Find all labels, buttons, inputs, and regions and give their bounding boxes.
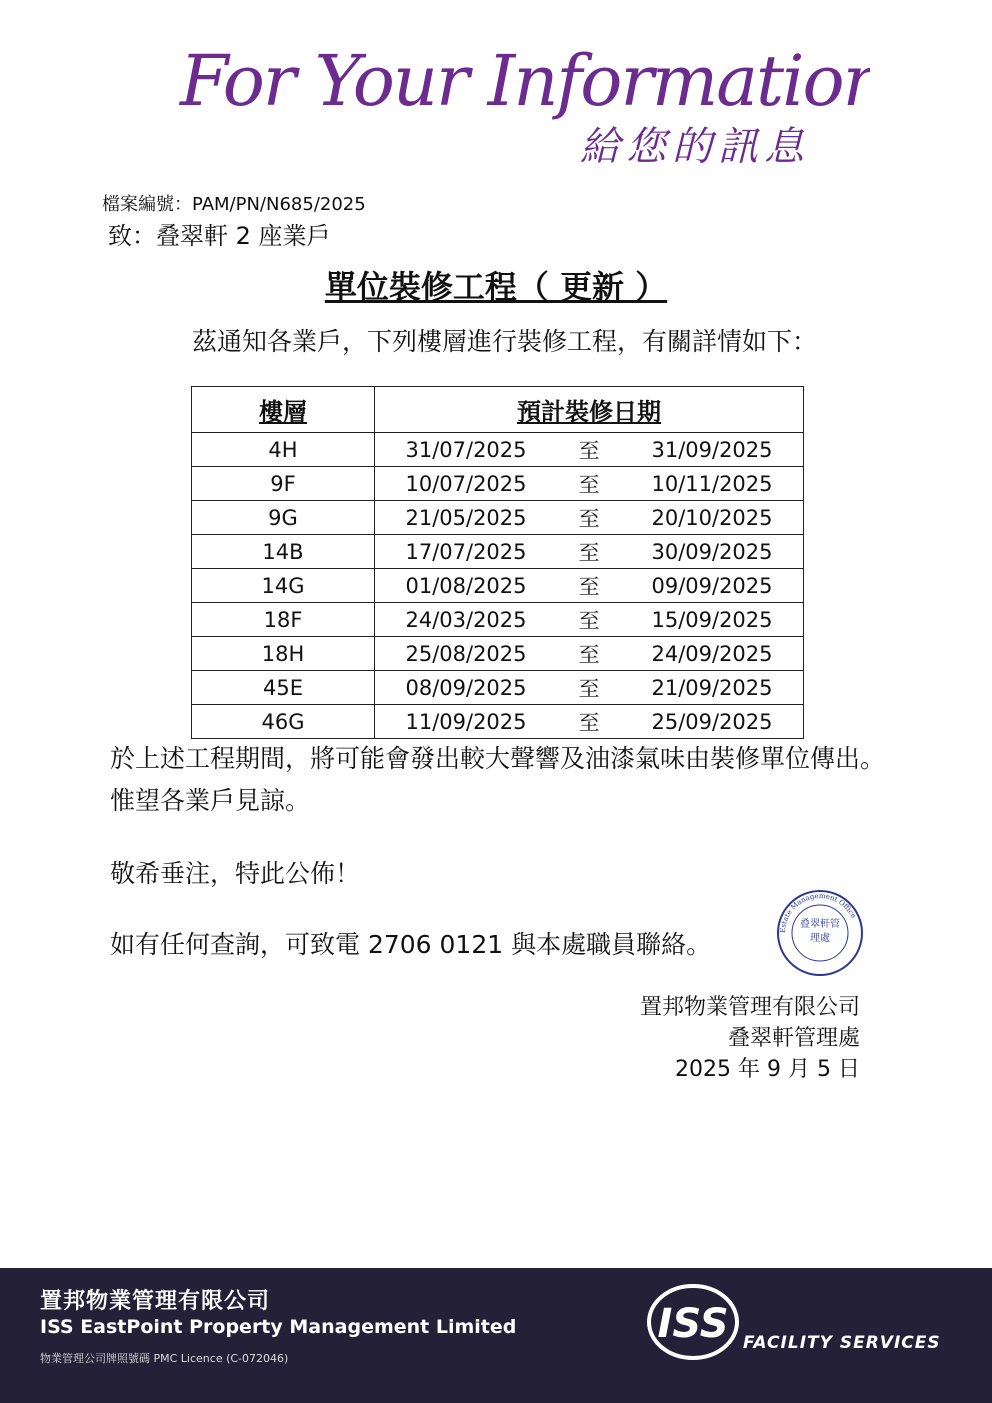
recipient-line: 致：叠翠軒 2 座業戶: [108, 222, 331, 250]
floor-cell: 14G: [192, 569, 375, 603]
intro-paragraph: 茲通知各業戶，下列樓層進行裝修工程，有關詳情如下：: [192, 327, 818, 356]
start-date: 25/08/2025: [405, 641, 527, 666]
footer-licence: 物業管理公司牌照號碼 PMC Licence (C-072046): [40, 1352, 289, 1365]
table-row: [192, 433, 804, 467]
footer-bar: [0, 1268, 992, 1403]
floor-column-header: 樓層: [192, 387, 375, 433]
date-range-cell: [375, 671, 804, 705]
signature-block: [640, 992, 860, 1085]
to-word: 至: [578, 574, 600, 599]
signature-office: 叠翠軒管理處: [727, 1026, 860, 1051]
footer-company-zh: 置邦物業管理有限公司: [40, 1289, 271, 1314]
date-range-cell: [375, 569, 804, 603]
to-word: 至: [578, 676, 600, 701]
start-date: 24/03/2025: [405, 607, 527, 632]
table-row: [192, 467, 804, 501]
footer-company-en: ISS EastPoint Property Management Limited: [40, 1316, 517, 1338]
table-row: [192, 501, 804, 535]
end-date: 15/09/2025: [651, 607, 773, 632]
date-range-cell: [375, 433, 804, 467]
end-date: 25/09/2025: [651, 709, 773, 734]
date-range-cell: [375, 637, 804, 671]
to-word: 至: [578, 506, 600, 531]
to-word: 至: [578, 642, 600, 667]
reference-number: 檔案編號：PAM/PN/N685/2025: [102, 194, 366, 215]
table-header-row: [192, 387, 804, 433]
seal-center-text: 叠翠軒管理處: [800, 919, 840, 944]
floor-cell: 9G: [192, 501, 375, 535]
table-row: [192, 637, 804, 671]
signature-date: 2025 年 9 月 5 日: [675, 1057, 860, 1082]
date-range-cell: [375, 603, 804, 637]
floor-cell: 46G: [192, 705, 375, 739]
to-word: 至: [578, 438, 600, 463]
end-date: 10/11/2025: [651, 471, 773, 496]
iss-logo-text: ISS: [657, 1301, 729, 1347]
noise-notice-paragraph: 於上述工程期間，將可能會發出較大聲響及油漆氣味由裝修單位傳出。惟望各業戶見諒。: [110, 744, 886, 815]
seal-ring-text: Estate Management Office: [778, 891, 858, 934]
end-date: 24/09/2025: [651, 641, 773, 666]
notice-title: 單位裝修工程（ 更新 ）: [324, 268, 668, 306]
date-range-cell: [375, 467, 804, 501]
start-date: 08/09/2025: [405, 675, 527, 700]
renovation-schedule-table: [191, 386, 804, 739]
table-row: [192, 705, 804, 739]
table-row: [192, 569, 804, 603]
iss-logo: [645, 1282, 965, 1362]
end-date: 31/09/2025: [651, 437, 773, 462]
start-date: 10/07/2025: [405, 471, 527, 496]
signature-company: 置邦物業管理有限公司: [639, 995, 860, 1020]
attention-paragraph: 敬希垂注，特此公佈！: [110, 859, 361, 888]
table-row: [192, 535, 804, 569]
to-word: 至: [578, 540, 600, 565]
floor-cell: 9F: [192, 467, 375, 501]
logo-script-en: For Your Information: [180, 40, 870, 122]
to-word: 至: [578, 608, 600, 633]
date-range-cell: [375, 705, 804, 739]
to-word: 至: [578, 710, 600, 735]
floor-cell: 14B: [192, 535, 375, 569]
end-date: 21/09/2025: [651, 675, 773, 700]
floor-cell: 4H: [192, 433, 375, 467]
date-range-cell: [375, 501, 804, 535]
end-date: 30/09/2025: [651, 539, 773, 564]
facility-services-text: FACILITY SERVICES: [743, 1333, 941, 1353]
dates-column-header: 預計裝修日期: [375, 387, 804, 433]
start-date: 01/08/2025: [405, 573, 527, 598]
start-date: 21/05/2025: [405, 505, 527, 530]
to-word: 至: [578, 472, 600, 497]
start-date: 11/09/2025: [405, 709, 527, 734]
start-date: 17/07/2025: [405, 539, 527, 564]
end-date: 20/10/2025: [651, 505, 773, 530]
for-your-information-logo: [170, 20, 870, 180]
table-row: [192, 603, 804, 637]
management-office-seal: [775, 888, 865, 978]
date-range-cell: [375, 535, 804, 569]
table-row: [192, 671, 804, 705]
enquiry-paragraph: 如有任何查詢，可致電 2706 0121 與本處職員聯絡。: [110, 930, 712, 959]
floor-cell: 18H: [192, 637, 375, 671]
end-date: 09/09/2025: [651, 573, 773, 598]
start-date: 31/07/2025: [405, 437, 527, 462]
logo-script-zh: 給您的訊息: [580, 124, 810, 170]
floor-cell: 18F: [192, 603, 375, 637]
floor-cell: 45E: [192, 671, 375, 705]
